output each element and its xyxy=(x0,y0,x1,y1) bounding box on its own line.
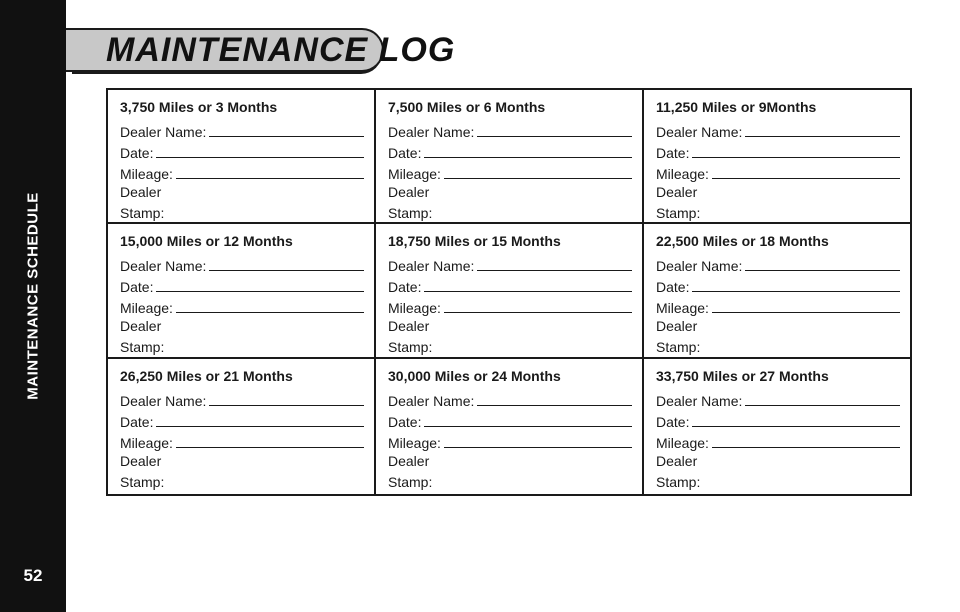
dealer-label: Dealer xyxy=(388,184,430,200)
log-entry-heading: 26,250 Miles or 21 Months xyxy=(120,368,293,384)
stamp-label: Stamp: xyxy=(656,205,701,221)
mileage-label: Mileage: xyxy=(388,166,441,182)
log-entry xyxy=(644,90,910,224)
mileage-label: Mileage: xyxy=(656,435,709,451)
stamp-label: Stamp: xyxy=(120,205,165,221)
date-line xyxy=(156,291,364,292)
stamp-label: Stamp: xyxy=(120,339,165,355)
date-label: Date: xyxy=(656,279,690,295)
dealer-name-label: Dealer Name: xyxy=(120,393,207,409)
dealer-label: Dealer xyxy=(656,453,698,469)
dealer-label: Dealer xyxy=(120,184,162,200)
date-label: Date: xyxy=(120,145,154,161)
mileage-label: Mileage: xyxy=(120,435,173,451)
stamp-label: Stamp: xyxy=(656,339,701,355)
side-tab xyxy=(0,0,66,612)
log-entry xyxy=(108,90,376,224)
page-number: 52 xyxy=(23,566,43,585)
mileage-line xyxy=(176,178,364,179)
log-entry-heading: 7,500 Miles or 6 Months xyxy=(388,99,546,115)
dealer-name-line xyxy=(745,270,900,271)
date-label: Date: xyxy=(656,145,690,161)
date-label: Date: xyxy=(120,414,154,430)
mileage-label: Mileage: xyxy=(656,166,709,182)
date-label: Date: xyxy=(388,145,422,161)
dealer-name-label: Dealer Name: xyxy=(388,124,475,140)
dealer-label: Dealer xyxy=(656,318,698,334)
dealer-name-line xyxy=(477,136,632,137)
dealer-label: Dealer xyxy=(388,318,430,334)
dealer-name-line xyxy=(745,136,900,137)
dealer-label: Dealer xyxy=(388,453,430,469)
log-entry-heading: 22,500 Miles or 18 Months xyxy=(656,233,829,249)
stamp-label: Stamp: xyxy=(120,474,165,490)
dealer-label: Dealer xyxy=(120,318,162,334)
date-line xyxy=(156,426,364,427)
log-entry xyxy=(376,359,644,494)
mileage-line xyxy=(712,312,900,313)
dealer-name-line xyxy=(745,405,900,406)
maintenance-log-grid xyxy=(106,88,912,496)
dealer-name-line xyxy=(209,405,364,406)
dealer-name-line xyxy=(477,270,632,271)
mileage-label: Mileage: xyxy=(120,300,173,316)
log-entry-heading: 11,250 Miles or 9Months xyxy=(656,99,817,115)
date-line xyxy=(424,291,632,292)
dealer-name-label: Dealer Name: xyxy=(120,124,207,140)
mileage-label: Mileage: xyxy=(656,300,709,316)
mileage-label: Mileage: xyxy=(388,435,441,451)
log-entry-heading: 18,750 Miles or 15 Months xyxy=(388,233,561,249)
date-label: Date: xyxy=(120,279,154,295)
stamp-label: Stamp: xyxy=(388,205,433,221)
dealer-name-line xyxy=(477,405,632,406)
mileage-line xyxy=(444,447,632,448)
mileage-line xyxy=(712,447,900,448)
dealer-name-label: Dealer Name: xyxy=(656,124,743,140)
log-entry-heading: 33,750 Miles or 27 Months xyxy=(656,368,829,384)
log-entry-heading: 15,000 Miles or 12 Months xyxy=(120,233,293,249)
date-line xyxy=(692,157,900,158)
mileage-line xyxy=(444,178,632,179)
page-title: MAINTENANCE LOG xyxy=(106,31,456,69)
mileage-line xyxy=(444,312,632,313)
stamp-label: Stamp: xyxy=(388,339,433,355)
dealer-name-label: Dealer Name: xyxy=(656,258,743,274)
date-line xyxy=(424,426,632,427)
log-entry xyxy=(376,90,644,224)
mileage-label: Mileage: xyxy=(388,300,441,316)
log-entry xyxy=(644,359,910,494)
mileage-line xyxy=(712,178,900,179)
stamp-label: Stamp: xyxy=(656,474,701,490)
dealer-name-label: Dealer Name: xyxy=(656,393,743,409)
log-entry xyxy=(376,224,644,359)
date-line xyxy=(156,157,364,158)
log-entry xyxy=(108,359,376,494)
dealer-name-label: Dealer Name: xyxy=(388,258,475,274)
dealer-name-line xyxy=(209,270,364,271)
date-line xyxy=(692,426,900,427)
log-entry xyxy=(108,224,376,359)
date-line xyxy=(692,291,900,292)
dealer-name-label: Dealer Name: xyxy=(120,258,207,274)
date-label: Date: xyxy=(388,414,422,430)
side-tab-title: MAINTENANCE SCHEDULE xyxy=(24,192,42,400)
dealer-name-label: Dealer Name: xyxy=(388,393,475,409)
dealer-label: Dealer xyxy=(656,184,698,200)
mileage-line xyxy=(176,447,364,448)
stamp-label: Stamp: xyxy=(388,474,433,490)
date-line xyxy=(424,157,632,158)
dealer-label: Dealer xyxy=(120,453,162,469)
date-label: Date: xyxy=(388,279,422,295)
date-label: Date: xyxy=(656,414,690,430)
mileage-label: Mileage: xyxy=(120,166,173,182)
log-entry-heading: 3,750 Miles or 3 Months xyxy=(120,99,278,115)
log-entry-heading: 30,000 Miles or 24 Months xyxy=(388,368,561,384)
log-entry xyxy=(644,224,910,359)
mileage-line xyxy=(176,312,364,313)
dealer-name-line xyxy=(209,136,364,137)
